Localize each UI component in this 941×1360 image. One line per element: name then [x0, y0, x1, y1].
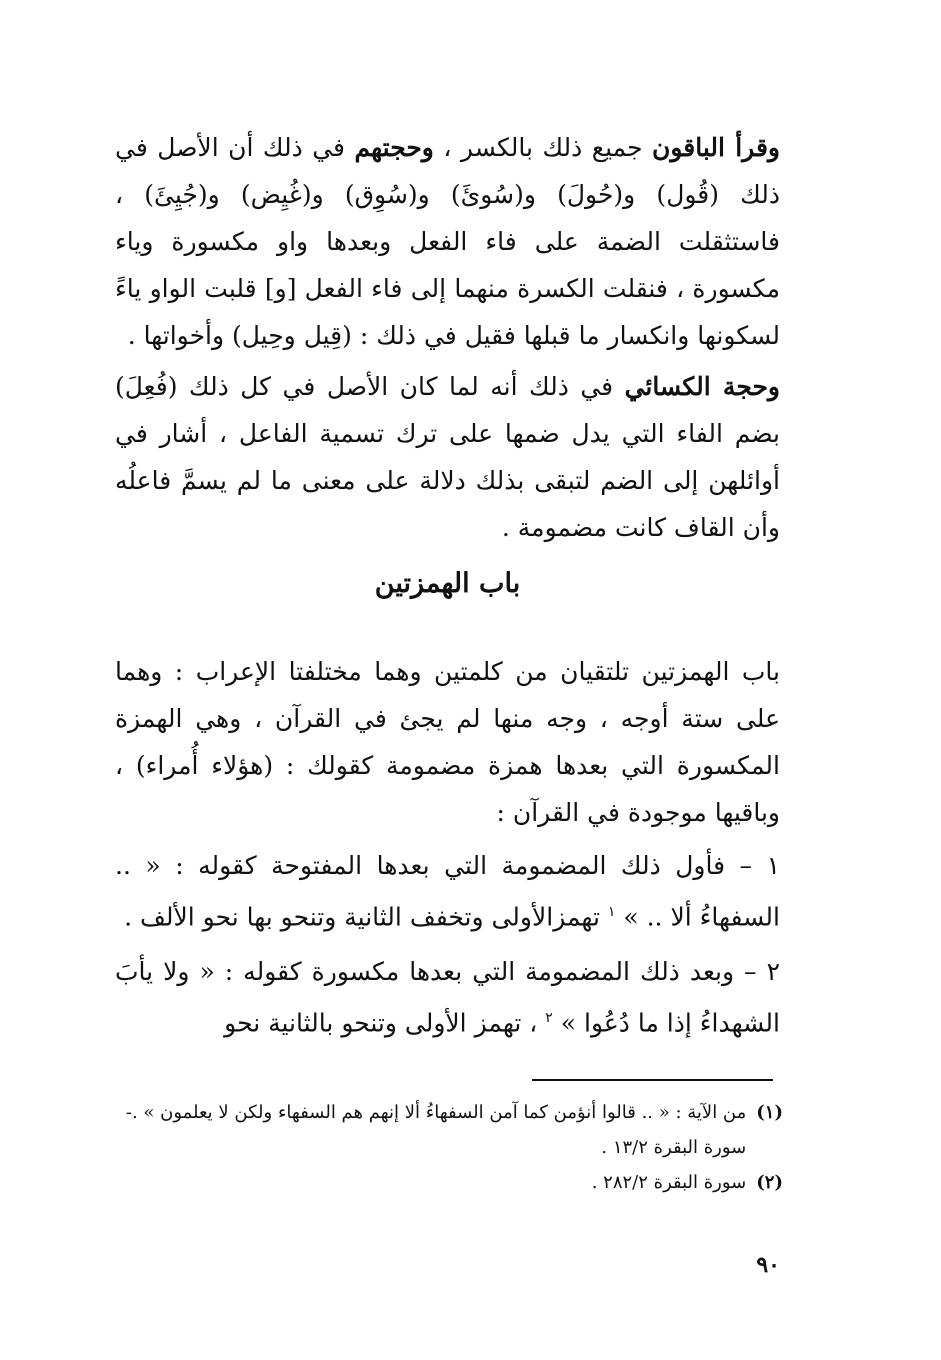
paragraph-2-text: في ذلك أنه لما كان الأصل في كل ذلك (فُعِلَ) بضم الفاء التي يدل ضمها على ترك تسمية الفاعل ، أشار في أوائلهن إلى الضم لتبقى بذلك دلالة على معنى ما لم يسمَّ فاعلُه وأن القاف كانت مضمومة . — [115, 372, 780, 542]
list-item-2: ٢ – وبعد ذلك المضمومة التي بعدها مكسورة كقوله : « ولا يأبَ الشهداءُ إذا ما دُعُوا » $^٢$ ، تهمز الأولى وتنحو بالثانية نحو — [115, 957, 780, 1038]
footnote-2 — [105, 1165, 783, 1200]
paragraph-2 — [115, 363, 780, 551]
paragraph-2-lead: وحجة الكسائي — [624, 372, 780, 401]
list-item-1-tail: تهمزالأولى وتخفف الثانية وتنحو بها نحو الألف . — [124, 902, 608, 932]
paragraph-3: باب الهمزتين تلتقيان من كلمتين وهما مختلفتا الإعراب : وهما على ستة أوجه ، وجه منها لم يجئ في القرآن ، وهي الهمزة المكسورة التي بعدها همزة مضمومة كقولك : (هؤلاء أُمراء) ، وباقيها موجودة في القرآن : — [115, 657, 780, 827]
list-item-2-text: وبعد ذلك المضمومة التي بعدها مكسورة كقوله : « ولا يأبَ الشهداءُ إذا ما دُعُوا » — [115, 957, 780, 1038]
list-item-2-footnote-ref: ٢ — [545, 1010, 553, 1026]
list-item-2-tail: ، تهمز الأولى وتنحو بالثانية نحو — [224, 1008, 546, 1038]
list-item-1-number: ١ — [766, 851, 780, 880]
footnote-1-text: من الآية : « .. قالوا أنؤمن كما آمن السفهاءُ ألا إنهم هم السفهاء ولكن لا يعلمون » .- سورة البقرة ١٣/٢ . — [125, 1102, 747, 1158]
footnote-1 — [105, 1095, 783, 1165]
paragraph-1-lead: وقرأ الباقون — [652, 133, 780, 162]
paragraph-1-text-part2: في ذلك أن الأصل في ذلك (قُول) و(حُولَ) و(سُوئَ) و(سُوِق) و(غُيِض) و(جُيِئَ) ، فاستثقلت الضمة على فاء الفعل وبعدها واو مكسورة وياء مكسورة ، فنقلت الكسرة منهما إلى فاء الفعل [و] قلبت الواو ياءً لسكونها وانكسار ما قبلها فقيل في ذلك : (قِيل وحِيل) وأخواتها . — [115, 133, 780, 350]
list-item-1: ١ – فأول ذلك المضمومة التي بعدها المفتوحة كقوله : « .. السفهاءُ ألا .. » $^١$ تهمزالأولى وتخفف الثانية وتنحو بها نحو الألف . — [115, 851, 780, 932]
section-heading: باب الهمزتين — [374, 568, 521, 599]
footnote-2-number: (٢) — [756, 1172, 783, 1193]
paragraph-1-text-part1: جميع ذلك بالكسر ، — [433, 133, 653, 162]
paragraph-1 — [115, 124, 780, 359]
footnote-divider — [532, 1079, 773, 1081]
footnote-1-number: (١) — [756, 1102, 783, 1123]
footnotes — [105, 1095, 783, 1200]
list-item-1-footnote-ref: ١ — [607, 904, 616, 920]
page-number: ٩٠ — [756, 1252, 780, 1278]
list-item-2-number: ٢ — [766, 957, 780, 986]
footnote-2-text: سورة البقرة ٢٨٢/٢ . — [591, 1172, 747, 1193]
list-item-1-text: فأول ذلك المضمومة التي بعدها المفتوحة كقوله : « .. السفهاءُ ألا .. » — [115, 851, 780, 932]
paragraph-1-lead-2: وحجتهم — [354, 133, 434, 162]
